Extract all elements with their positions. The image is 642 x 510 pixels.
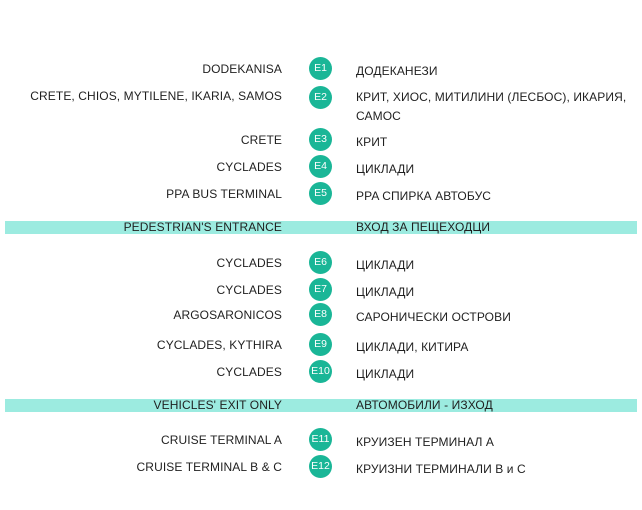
gate-destination-en: CYCLADES bbox=[216, 160, 282, 174]
vehicles-exit-band bbox=[5, 399, 637, 412]
gate-badge: E10 bbox=[309, 360, 332, 383]
gate-destination-bg: КРУИЗЕН ТЕРМИНАЛ А bbox=[356, 435, 495, 449]
band-label-en: VEHICLES' EXIT ONLY bbox=[153, 398, 282, 412]
gate-destination-bg: ЦИКЛАДИ bbox=[356, 285, 415, 299]
gate-destination-bg: КРИТ, ХИОС, МИТИЛИНИ (ЛЕСБОС), ИКАРИЯ, САМОС bbox=[356, 90, 627, 123]
gate-badge: E9 bbox=[309, 333, 332, 356]
gate-destination-bg: ЦИКЛАДИ, КИТИРА bbox=[356, 340, 469, 354]
gate-destination-bg: САРОНИЧЕСКИ ОСТРОВИ bbox=[356, 310, 511, 324]
gate-destination-en: CRETE bbox=[240, 133, 282, 147]
gate-destination-en: CYCLADES bbox=[216, 365, 282, 379]
gate-badge: E11 bbox=[309, 428, 332, 451]
gate-destination-en: CRETE, CHIOS, MYTILENE, IKARIA, SAMOS bbox=[30, 89, 282, 103]
gate-badge: E6 bbox=[309, 251, 332, 274]
gate-destination-en: CRUISE TERMINAL B & C bbox=[136, 460, 282, 474]
gate-destination-bg: КРУИЗНИ ТЕРМИНАЛИ В и С bbox=[356, 462, 526, 476]
gate-destination-en: CYCLADES bbox=[216, 283, 282, 297]
gate-destination-en: CYCLADES bbox=[216, 256, 282, 270]
gate-badge: E5 bbox=[309, 182, 332, 205]
gate-destination-en: CRUISE TERMINAL A bbox=[160, 433, 282, 447]
gate-destination-bg: КРИТ bbox=[356, 135, 388, 149]
gate-destination-en: DODEKANISA bbox=[202, 62, 282, 76]
gate-destination-bg: ЦИКЛАДИ bbox=[356, 162, 415, 176]
gate-destination-en: ARGOSARONICOS bbox=[173, 308, 282, 322]
gate-badge: E1 bbox=[309, 57, 332, 80]
gate-destination-bg: PPA СПИРКА АВТОБУС bbox=[356, 189, 492, 203]
band-label-bg: ВХОД ЗА ПЕЩЕХОДЦИ bbox=[356, 220, 491, 234]
gate-badge: E8 bbox=[309, 303, 332, 326]
gate-destination-bg: ЦИКЛАДИ bbox=[356, 258, 415, 272]
gate-destination-en: CYCLADES, KYTHIRA bbox=[156, 338, 282, 352]
gate-badge: E4 bbox=[309, 155, 332, 178]
gate-badge: E7 bbox=[309, 278, 332, 301]
gate-badge: E3 bbox=[309, 128, 332, 151]
gate-destination-en: PPA BUS TERMINAL bbox=[166, 187, 282, 201]
band-label-bg: АВТОМОБИЛИ - ИЗХОД bbox=[356, 398, 493, 412]
gate-badge: E2 bbox=[309, 86, 332, 109]
gate-destination-bg: ДОДЕКАНЕЗИ bbox=[356, 64, 438, 78]
gate-destination-bg: ЦИКЛАДИ bbox=[356, 367, 415, 381]
pedestrian-entrance-band bbox=[5, 221, 637, 234]
gate-badge: E12 bbox=[309, 455, 332, 478]
band-label-en: PEDESTRIAN'S ENTRANCE bbox=[123, 220, 282, 234]
